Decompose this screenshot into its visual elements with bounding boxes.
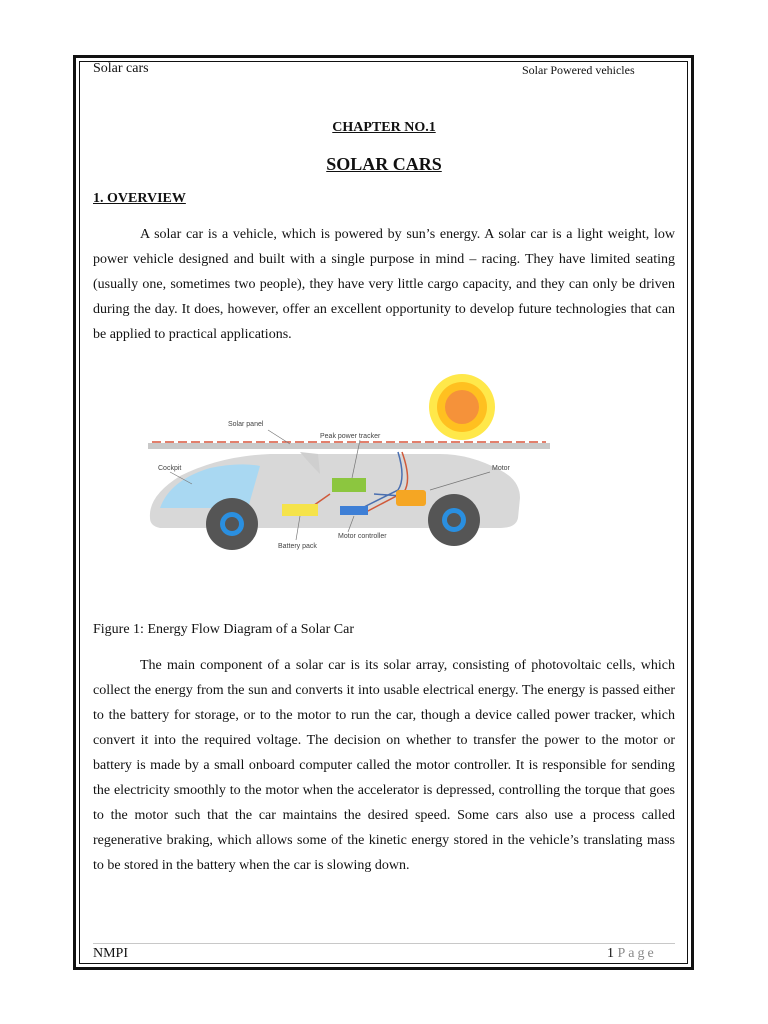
sun-core — [445, 390, 479, 424]
page-title: SOLAR CARS — [326, 154, 442, 174]
solar-car-figure — [140, 368, 560, 583]
section-heading: 1. OVERVIEW — [93, 191, 186, 206]
overview-paragraph: A solar car is a vehicle, which is powered by sun’s energy. A solar car is a light weight, low power vehicle designed and built with a single purpose in mind – racing. They have limited seating (usually one, sometimes two people), they have very little cargo capacity, and they can only be driven during the day. It does, however, offer an excellent opportunity to develop future technologies that can be applied to practical applications. — [93, 227, 675, 342]
motor-box — [396, 490, 426, 506]
label-peak-power-tracker: Peak power tracker — [320, 433, 381, 440]
motor-controller-box — [340, 506, 368, 515]
footer-left: NMPI — [93, 946, 129, 961]
label-battery-pack: Battery pack — [278, 543, 317, 550]
label-motor-controller: Motor controller — [338, 533, 387, 540]
page-word: Page — [617, 946, 657, 961]
figure-caption: Figure 1: Energy Flow Diagram of a Solar Car — [93, 622, 355, 637]
label-solar-panel: Solar panel — [228, 421, 264, 428]
peak-power-tracker-box — [332, 478, 366, 492]
header-right: Solar Powered vehicles — [522, 63, 635, 77]
label-cockpit: Cockpit — [158, 465, 182, 472]
solar-car-diagram — [140, 368, 560, 583]
battery-pack-box — [282, 504, 318, 516]
header-left: Solar cars — [93, 61, 149, 76]
page-number: 1 — [607, 946, 614, 961]
footer-divider — [93, 943, 675, 944]
main-component-paragraph: The main component of a solar car is its solar array, consisting of photovoltaic cells, which collect the energy from the sun and converts it into usable electrical energy. The energy is passed either to the battery for storage, or to the motor to run the car, though a device called power tracker, which convert it into the required voltage. The decision on whether to transfer the power to the motor or battery is made by a small onboard computer called the motor controller. It is responsible for sending the electricity smoothly to the motor when the accelerator is depressed, controlling the torque that goes to the motor such that the car maintains the desired speed. Some cars also use a process called regenerative braking, which allows some of the kinetic energy stored in the vehicle’s translating mass to be stored in the battery when the car is slowing down. — [93, 658, 675, 873]
chapter-heading: CHAPTER NO.1 — [332, 120, 436, 135]
label-motor: Motor — [492, 465, 510, 472]
page-indicator — [607, 946, 657, 962]
solar-panel-bar — [148, 443, 550, 449]
